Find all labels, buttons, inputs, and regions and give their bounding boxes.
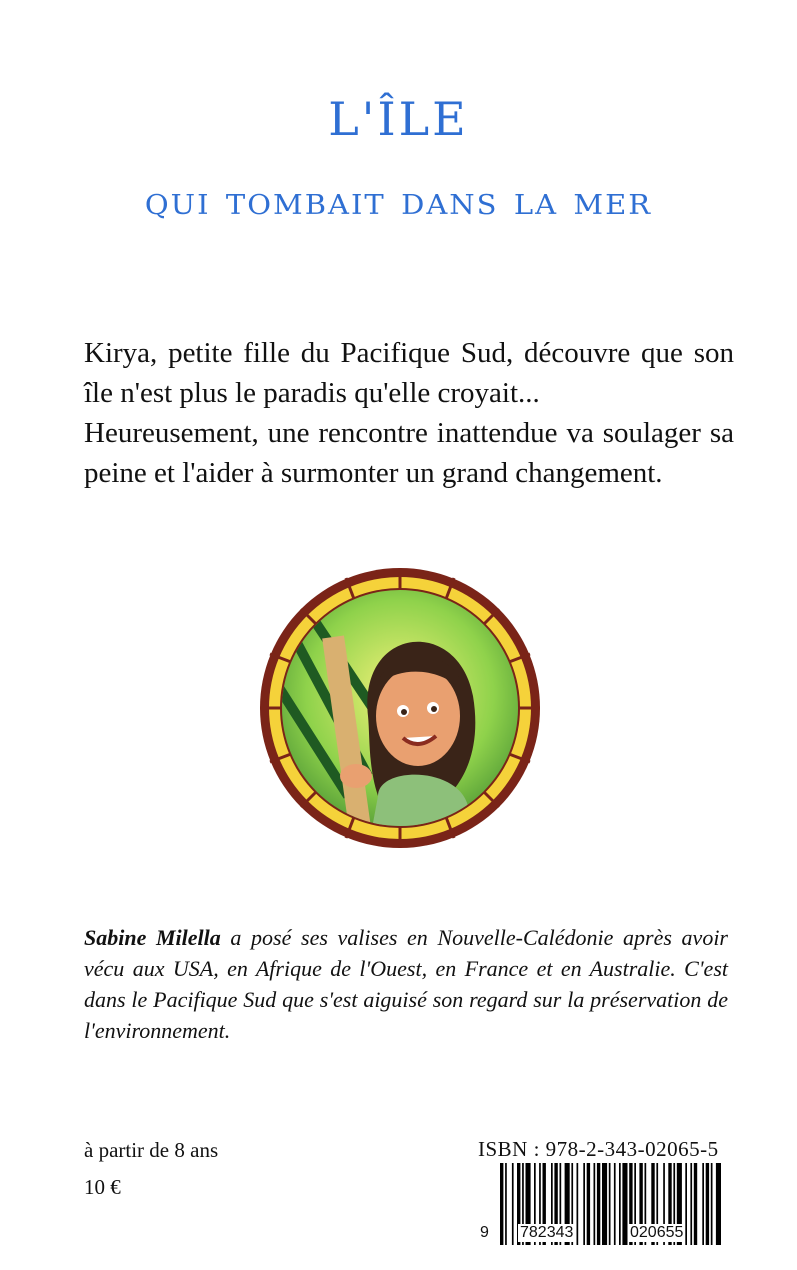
barcode-left-digits: 782343 [520,1224,574,1241]
isbn: ISBN : 978-2-343-02065-5 [478,1137,719,1161]
blurb-paragraph-1: Kirya, petite fille du Pacifique Sud, découvre que son île n'est plus le paradis qu'elle croyait... [84,337,734,409]
age-range: à partir de 8 ans [84,1138,219,1162]
author-bio-text: a posé ses valises en Nouvelle-Calédonie après avoir vécu aux USA, en Afrique de l'Ouest, en France et en Australie. C'est dans le Pacifique Sud que s'est aiguisé son regard sur la préservation de l'environnement. [84,925,728,1043]
book-title-line1: L'ÎLE [328,92,469,146]
barcode-right-digits: 020655 [630,1224,684,1241]
author-bio [84,922,728,1046]
girl-portrait-icon [258,566,542,850]
barcode-first-digit: 9 [480,1224,489,1241]
author-name: Sabine Milella [84,925,221,950]
price: 10 € [84,1175,121,1199]
blurb-paragraph-2: Heureusement, une rencontre inattendue va soulager sa peine et l'aider à surmonter un grand changement. [84,417,734,489]
blurb [84,333,734,493]
barcode-digits [478,1224,726,1244]
book-title-line2: qui tombait dans la mer [144,177,653,224]
